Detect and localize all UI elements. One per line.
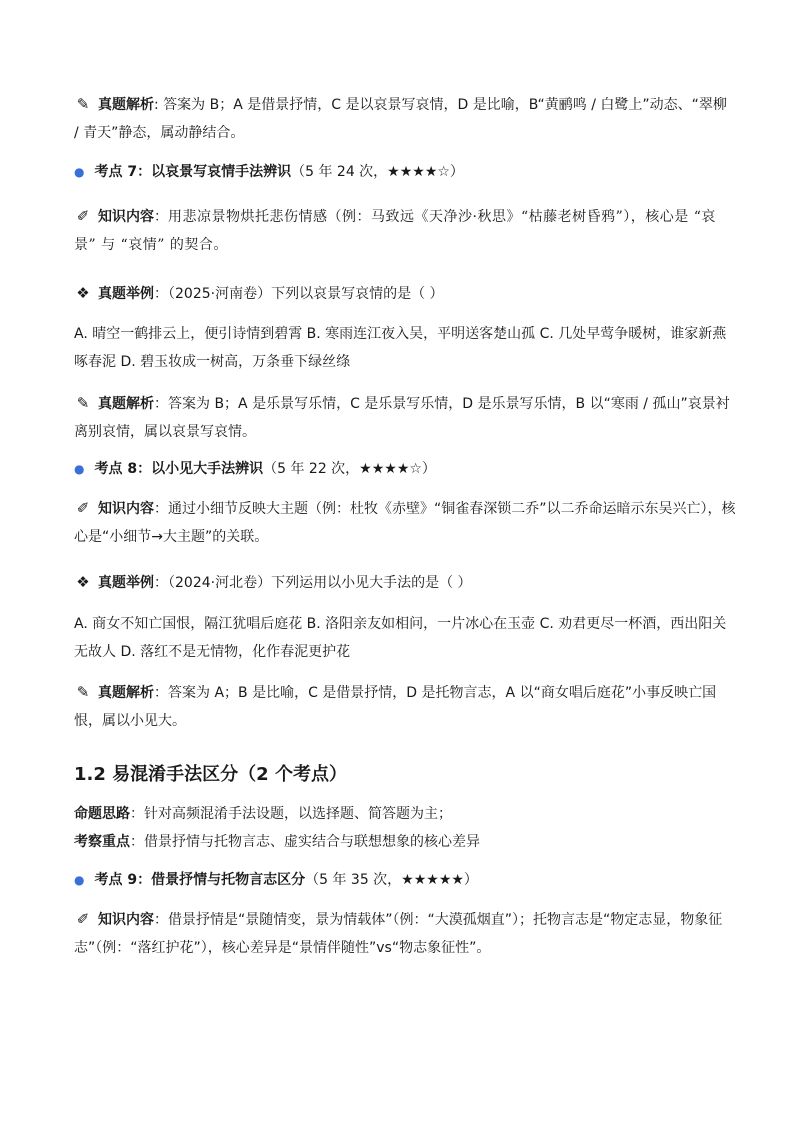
pen-icon: ✐: [76, 910, 90, 928]
exam-point-title: 考点 8：以小见大手法辨识: [94, 461, 264, 477]
label-separator: ：: [130, 834, 144, 850]
knowledge-paragraph: [74, 905, 736, 962]
knowledge-label: 知识内容: [98, 501, 154, 517]
question-options: [74, 610, 736, 666]
label-separator: :: [154, 97, 164, 113]
proposition-label: 命题思路: [74, 806, 130, 822]
label-separator: ：: [154, 286, 168, 302]
analysis-paragraph: [74, 389, 736, 446]
label-separator: ：: [154, 501, 168, 517]
question-options: [74, 320, 736, 376]
pencil-icon: ✎: [76, 683, 90, 701]
knowledge-text: 借景抒情是“景随情变，景为情载体”（例：“大漠孤烟直”）；托物言志是“物定志显，物象征志”（例：“落红护花”），核心差异是“景情伴随性”vs“物志象征性”。: [74, 912, 723, 956]
knowledge-text: 通过小细节反映大主题（例：杜牧《赤壁》“铜雀春深锁二乔”以二乔命运暗示东吴兴亡），核心是“小细节→大主题”的关联。: [74, 501, 736, 545]
knowledge-paragraph: [74, 494, 736, 551]
focus-text: 借景抒情与托物言志、虚实结合与联想想象的核心差异: [144, 834, 480, 850]
exam-point-meta: （5 年 22 次，★★★★☆）: [263, 461, 436, 477]
knowledge-label: 知识内容: [98, 209, 154, 225]
analysis-paragraph: [74, 90, 736, 147]
exam-point-heading: [74, 455, 736, 483]
proposition-text: 针对高频混淆手法设题，以选择题、简答题为主；: [144, 806, 452, 822]
example-label: 真题举例: [98, 286, 154, 302]
exam-point-title: 考点 9：借景抒情与托物言志区分: [94, 872, 306, 888]
knowledge-label: 知识内容: [98, 912, 154, 928]
focus-label: 考察重点: [74, 834, 130, 850]
options-text: A. 晴空一鹤排云上，便引诗情到碧霄 B. 寒雨连江夜入吴，平明送客楚山孤 C. 几处早莺争暖树，谁家新燕啄春泥 D. 碧玉妆成一树高，万条垂下绿丝绦: [74, 326, 727, 370]
example-label: 真题举例: [98, 575, 154, 591]
example-question: [74, 279, 736, 308]
exam-point-heading: [74, 158, 736, 186]
bullet-dot-icon: ●: [74, 165, 85, 179]
section-title: 1.2 易混淆手法区分（2 个考点）: [74, 764, 347, 785]
exam-point-meta: （5 年 24 次，★★★★☆）: [291, 164, 464, 180]
analysis-paragraph: [74, 678, 736, 735]
label-separator: ：: [154, 912, 168, 928]
bullet-dot-icon: ●: [74, 873, 85, 887]
analysis-label: 真题解析: [98, 396, 154, 412]
bullet-dot-icon: ●: [74, 462, 85, 476]
pencil-icon: ✎: [76, 95, 90, 113]
diamond-icon: ❖: [76, 284, 90, 302]
label-separator: ：: [154, 575, 168, 591]
analysis-text: 答案为 A；B 是比喻，C 是借景抒情，D 是托物言志，A 以“商女唱后庭花”小事反映亡国恨，属以小见大。: [74, 685, 717, 729]
pencil-icon: ✎: [76, 394, 90, 412]
pen-icon: ✐: [76, 207, 90, 225]
example-text: （2025·河南卷）下列以哀景写哀情的是（ ）: [168, 286, 444, 302]
knowledge-paragraph: [74, 202, 736, 259]
exam-point-heading: [74, 866, 736, 894]
exam-point-title: 考点 7：以哀景写哀情手法辨识: [94, 164, 292, 180]
proposition-idea: [74, 800, 736, 828]
label-separator: ：: [154, 209, 168, 225]
analysis-label: 真题解析: [98, 685, 154, 701]
label-separator: ：: [154, 396, 168, 412]
diamond-icon: ❖: [76, 573, 90, 591]
options-text: A. 商女不知亡国恨，隔江犹唱后庭花 B. 洛阳亲友如相问，一片冰心在玉壶 C. 劝君更尽一杯酒，西出阳关无故人 D. 落红不是无情物，化作春泥更护花: [74, 616, 727, 660]
pen-icon: ✐: [76, 499, 90, 517]
knowledge-text: 用悲凉景物烘托悲伤情感（例：马致远《天净沙·秋思》“枯藤老树昏鸦”），核心是 “哀景” 与 “哀情” 的契合。: [74, 209, 716, 253]
analysis-label: 真题解析: [98, 97, 154, 113]
label-separator: ：: [130, 806, 144, 822]
label-separator: ：: [154, 685, 168, 701]
analysis-text: 答案为 B；A 是借景抒情，C 是以哀景写哀情，D 是比喻，B“黄鹂鸣 / 白鹭上”动态、“翠柳 / 青天”静态，属动静结合。: [74, 97, 727, 141]
exam-focus: [74, 828, 736, 856]
analysis-text: 答案为 B；A 是乐景写乐情，C 是乐景写乐情，D 是乐景写乐情，B 以“寒雨 / 孤山”哀景衬离别哀情，属以哀景写哀情。: [74, 396, 730, 440]
exam-point-meta: （5 年 35 次，★★★★★）: [305, 872, 478, 888]
example-question: [74, 568, 736, 597]
example-text: （2024·河北卷）下列运用以小见大手法的是（ ）: [168, 575, 472, 591]
